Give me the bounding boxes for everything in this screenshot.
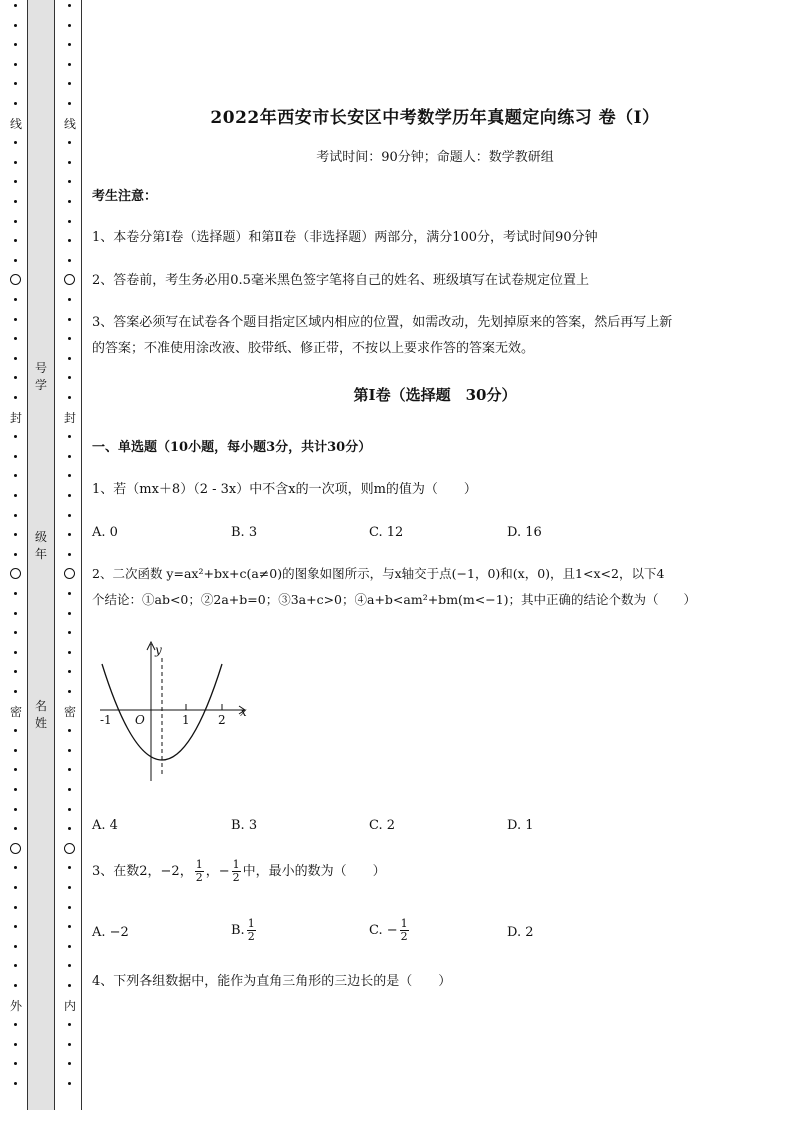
seal-dot bbox=[14, 180, 17, 183]
question-2-line1: 2、二次函数 y=ax²+bx+c(a≠0)的图象如图所示，与x轴交于点(−1，0)和(x，0)，且1<x<2，以下4 bbox=[92, 566, 665, 581]
fraction-denominator: 2 bbox=[195, 871, 203, 884]
margin-line-mid bbox=[54, 0, 55, 1110]
seal-dot bbox=[14, 651, 17, 654]
seal-circle bbox=[64, 274, 75, 285]
seal-dot bbox=[14, 455, 17, 458]
seal-dot bbox=[68, 43, 71, 46]
seal-dot bbox=[68, 141, 71, 144]
y-axis-label: y bbox=[155, 643, 162, 657]
seal-glyph: 密 bbox=[9, 704, 22, 719]
seal-dot bbox=[14, 553, 17, 556]
part-heading: 一、单选题（10小题，每小题3分，共计30分） bbox=[92, 440, 372, 455]
seal-dot bbox=[14, 200, 17, 203]
section-title: 第Ⅰ卷（选择题 30分） bbox=[353, 386, 517, 404]
fraction-numerator: 1 bbox=[247, 917, 255, 930]
seal-dot bbox=[68, 455, 71, 458]
q2-option-a: A. 4 bbox=[92, 818, 118, 833]
seal-dot bbox=[14, 4, 17, 7]
fraction-denominator: 2 bbox=[400, 930, 408, 943]
q1-option-a: A. 0 bbox=[92, 525, 118, 540]
seal-dot bbox=[14, 63, 17, 66]
seal-dot bbox=[14, 925, 17, 928]
q3-option-b-label: B. bbox=[231, 923, 245, 938]
seal-dot bbox=[68, 651, 71, 654]
seal-dot bbox=[68, 768, 71, 771]
q3-option-c-label: C. − bbox=[369, 923, 398, 938]
seal-dot bbox=[68, 964, 71, 967]
field-label-id: 号学 bbox=[34, 361, 47, 392]
seal-dot bbox=[14, 43, 17, 46]
seal-dot bbox=[68, 1043, 71, 1046]
q3-stem-part: ，− bbox=[205, 864, 230, 879]
seal-dot bbox=[68, 200, 71, 203]
q3-stem-part: 3、在数2，−2， bbox=[92, 864, 193, 879]
seal-dot bbox=[68, 866, 71, 869]
seal-dot bbox=[68, 533, 71, 536]
seal-dot bbox=[68, 318, 71, 321]
seal-dot bbox=[14, 141, 17, 144]
seal-dot bbox=[14, 768, 17, 771]
seal-dot bbox=[68, 1023, 71, 1026]
seal-dot bbox=[68, 82, 71, 85]
seal-glyph: 封 bbox=[9, 410, 22, 425]
origin-label: O bbox=[135, 713, 145, 727]
seal-dot bbox=[68, 494, 71, 497]
seal-dot bbox=[68, 612, 71, 615]
x-axis-label: x bbox=[240, 705, 247, 719]
seal-dot bbox=[68, 4, 71, 7]
seal-dot bbox=[68, 553, 71, 556]
seal-dot bbox=[14, 945, 17, 948]
seal-glyph: 密 bbox=[63, 704, 76, 719]
q1-option-c: C. 12 bbox=[369, 525, 404, 540]
seal-dot bbox=[68, 749, 71, 752]
q1-option-b: B. 3 bbox=[231, 525, 258, 540]
seal-circle bbox=[64, 843, 75, 854]
seal-dot bbox=[14, 494, 17, 497]
seal-dot bbox=[68, 63, 71, 66]
seal-dot bbox=[68, 357, 71, 360]
seal-dot bbox=[14, 24, 17, 27]
q3-option-a: A. −2 bbox=[92, 925, 129, 940]
seal-dot bbox=[14, 1062, 17, 1065]
exam-info: 考试时间：90分钟；命题人：数学教研组 bbox=[316, 150, 554, 165]
seal-dot bbox=[14, 259, 17, 262]
seal-dot bbox=[14, 102, 17, 105]
seal-dot bbox=[14, 1082, 17, 1085]
seal-dot bbox=[68, 827, 71, 830]
seal-dot bbox=[68, 690, 71, 693]
notice-item: 的答案；不准使用涂改液、胶带纸、修正带，不按以上要求作答的答案无效。 bbox=[92, 341, 535, 356]
seal-dot bbox=[68, 886, 71, 889]
tick-label-2: 2 bbox=[218, 713, 226, 727]
seal-dot bbox=[14, 749, 17, 752]
parabola-graph bbox=[96, 636, 256, 786]
question-2-line2: 个结论：①ab<0；②2a+b=0；③3a+c>0；④a+b<am²+bm(m<−1)；其中正确的结论个数为（ ） bbox=[92, 592, 697, 607]
seal-dot bbox=[68, 592, 71, 595]
seal-dot bbox=[14, 827, 17, 830]
seal-dot bbox=[14, 1023, 17, 1026]
seal-dot bbox=[68, 729, 71, 732]
seal-glyph: 线 bbox=[9, 116, 22, 131]
seal-dot bbox=[68, 259, 71, 262]
seal-dot bbox=[14, 161, 17, 164]
seal-dot bbox=[14, 690, 17, 693]
seal-dot bbox=[14, 592, 17, 595]
q2-option-b: B. 3 bbox=[231, 818, 258, 833]
seal-dot bbox=[68, 435, 71, 438]
seal-glyph: 封 bbox=[63, 410, 76, 425]
seal-dot bbox=[14, 533, 17, 536]
question-1-stem: 1、若（mx＋8）（2 - 3x）中不含x的一次项，则m的值为（ ） bbox=[92, 482, 477, 497]
fraction-half bbox=[247, 918, 256, 943]
seal-dot bbox=[14, 396, 17, 399]
seal-dot bbox=[14, 220, 17, 223]
fraction-half bbox=[232, 859, 241, 884]
seal-glyph: 线 bbox=[63, 116, 76, 131]
seal-dot bbox=[14, 435, 17, 438]
notice-item: 2、答卷前，考生务必用0.5毫米黑色签字笔将自己的姓名、班级填写在试卷规定位置上 bbox=[92, 273, 589, 288]
seal-dot bbox=[68, 1082, 71, 1085]
question-3-stem bbox=[92, 859, 386, 885]
margin-line-right bbox=[81, 0, 82, 1110]
notice-item: 1、本卷分第Ⅰ卷（选择题）和第Ⅱ卷（非选择题）两部分，满分100分，考试时间90分钟 bbox=[92, 230, 598, 245]
tick-label-neg1: -1 bbox=[100, 713, 112, 727]
question-4-stem: 4、下列各组数据中，能作为直角三角形的三边长的是（ ） bbox=[92, 974, 452, 989]
seal-dot bbox=[68, 24, 71, 27]
seal-dot bbox=[14, 239, 17, 242]
seal-dot bbox=[14, 357, 17, 360]
field-label-grade: 级年 bbox=[34, 530, 47, 561]
seal-dot bbox=[14, 474, 17, 477]
page-title: 2022年西安市长安区中考数学历年真题定向练习 卷（Ⅰ） bbox=[210, 108, 660, 128]
seal-dot bbox=[14, 866, 17, 869]
seal-dot bbox=[14, 612, 17, 615]
q2-option-c: C. 2 bbox=[369, 818, 396, 833]
seal-dot bbox=[14, 670, 17, 673]
seal-dot bbox=[68, 239, 71, 242]
seal-dot bbox=[68, 337, 71, 340]
q3-stem-part: 中，最小的数为（ ） bbox=[242, 864, 386, 879]
seal-circle bbox=[10, 274, 21, 285]
seal-dot bbox=[68, 631, 71, 634]
seal-dot bbox=[14, 318, 17, 321]
seal-dot bbox=[14, 906, 17, 909]
q3-option-d: D. 2 bbox=[507, 925, 534, 940]
seal-dot bbox=[68, 376, 71, 379]
seal-dot bbox=[14, 631, 17, 634]
seal-dot bbox=[14, 298, 17, 301]
fraction-denominator: 2 bbox=[247, 930, 255, 943]
seal-dot bbox=[68, 906, 71, 909]
fraction-half bbox=[195, 859, 204, 884]
q2-option-d: D. 1 bbox=[507, 818, 534, 833]
q1-option-d: D. 16 bbox=[507, 525, 542, 540]
notice-heading: 考生注意： bbox=[92, 189, 158, 204]
seal-dot bbox=[68, 514, 71, 517]
fraction-denominator: 2 bbox=[232, 871, 240, 884]
seal-dot bbox=[68, 984, 71, 987]
seal-glyph: 内 bbox=[63, 998, 76, 1013]
seal-dot bbox=[14, 788, 17, 791]
seal-circle bbox=[10, 843, 21, 854]
seal-dot bbox=[68, 161, 71, 164]
seal-dot bbox=[68, 808, 71, 811]
seal-dot bbox=[68, 474, 71, 477]
notice-item: 3、答案必须写在试卷各个题目指定区域内相应的位置，如需改动，先划掉原来的答案，然后再写上新 bbox=[92, 315, 673, 330]
seal-dot bbox=[14, 964, 17, 967]
seal-dot bbox=[68, 180, 71, 183]
seal-dot bbox=[14, 376, 17, 379]
seal-dot bbox=[68, 298, 71, 301]
fraction-numerator: 1 bbox=[195, 858, 203, 871]
seal-dot bbox=[68, 220, 71, 223]
seal-dot bbox=[14, 1043, 17, 1046]
seal-dot bbox=[68, 1062, 71, 1065]
q3-option-c bbox=[369, 918, 411, 943]
margin-line-left bbox=[27, 0, 28, 1110]
seal-dot bbox=[14, 514, 17, 517]
seal-dot bbox=[14, 984, 17, 987]
seal-dot bbox=[68, 670, 71, 673]
seal-dot bbox=[14, 886, 17, 889]
seal-circle bbox=[64, 568, 75, 579]
fraction-numerator: 1 bbox=[400, 917, 408, 930]
seal-dot bbox=[14, 337, 17, 340]
seal-dots-inner bbox=[63, 0, 77, 1110]
seal-dot bbox=[14, 808, 17, 811]
q3-option-b bbox=[231, 918, 258, 943]
tick-label-1: 1 bbox=[182, 713, 190, 727]
seal-circle bbox=[10, 568, 21, 579]
seal-dot bbox=[68, 788, 71, 791]
fraction-half bbox=[400, 918, 409, 943]
seal-dot bbox=[68, 925, 71, 928]
seal-dot bbox=[14, 729, 17, 732]
fraction-numerator: 1 bbox=[232, 858, 240, 871]
seal-dots-outer bbox=[9, 0, 23, 1110]
seal-dot bbox=[68, 396, 71, 399]
seal-dot bbox=[14, 82, 17, 85]
seal-glyph: 外 bbox=[9, 998, 22, 1013]
seal-dot bbox=[68, 945, 71, 948]
seal-dot bbox=[68, 102, 71, 105]
field-label-name: 名姓 bbox=[34, 699, 47, 730]
